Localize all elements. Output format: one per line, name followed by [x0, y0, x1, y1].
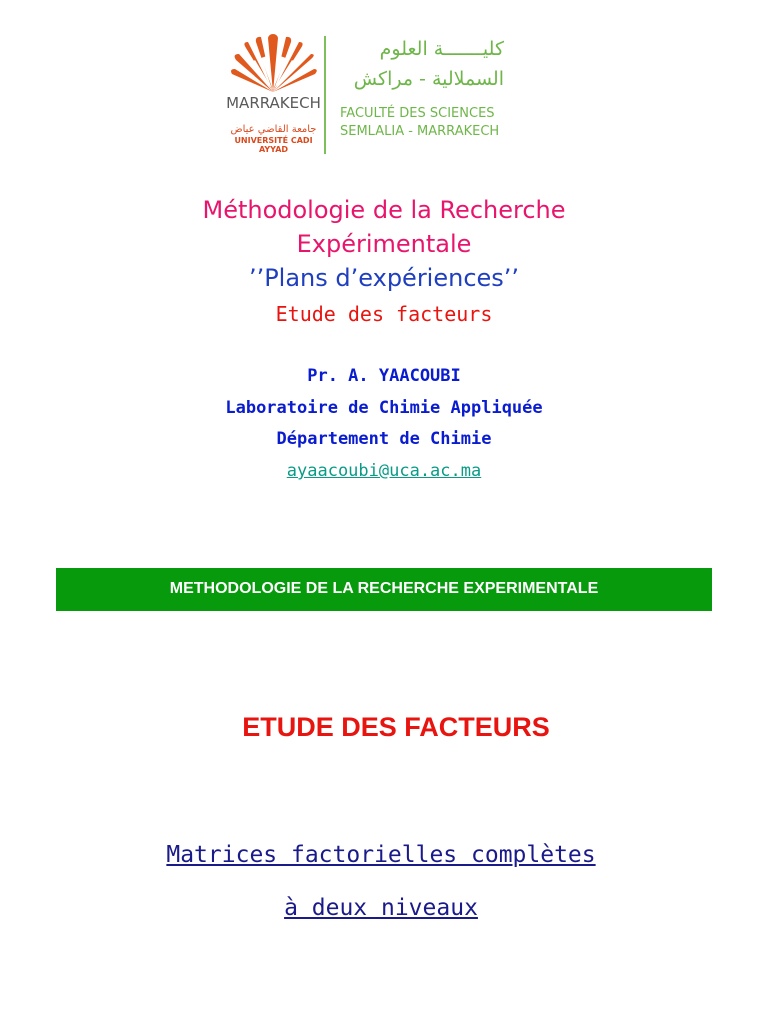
faculty-latin-line1: FACULTÉ DES SCIENCES [340, 106, 495, 121]
faculty-arabic-line2: السملالية - مراكش [353, 68, 504, 90]
faculty-arabic-line1: كليـــــــة العلوم [379, 38, 504, 60]
author-name: Pr. A. YAACOUBI [307, 366, 461, 386]
author-email-link[interactable]: ayaacoubi@uca.ac.ma [286, 461, 482, 481]
course-banner-text: METHODOLOGIE DE LA RECHERCHE EXPERIMENTALE [169, 580, 599, 597]
university-city: MARRAKECH [226, 94, 321, 112]
document-topic: Etude des facteurs [275, 302, 493, 326]
document-subtitle: ’’Plans d’expériences’’ [248, 264, 520, 292]
course-banner [56, 568, 712, 611]
document-title-line1: Méthodologie de la Recherche [202, 196, 566, 224]
author-department: Département de Chimie [276, 429, 492, 449]
palm-fan-logo-icon [226, 34, 321, 96]
document-title-line2: Expérimentale [296, 230, 472, 258]
university-logo [226, 34, 321, 154]
logo-divider [324, 36, 326, 154]
subheading-line2: à deux niveaux [284, 895, 478, 921]
faculty-latin-line2: SEMLALIA - MARRAKECH [340, 124, 500, 139]
faculty-logo [330, 34, 530, 154]
author-lab: Laboratoire de Chimie Appliquée [225, 398, 543, 418]
subheading-line1: Matrices factorielles complètes [166, 842, 596, 868]
university-arabic-name: جامعة القاضي عياض [230, 124, 317, 135]
university-latin-name: UNIVERSITÉ CADI AYYAD [234, 136, 313, 154]
section-heading: ETUDE DES FACTEURS [242, 712, 550, 742]
